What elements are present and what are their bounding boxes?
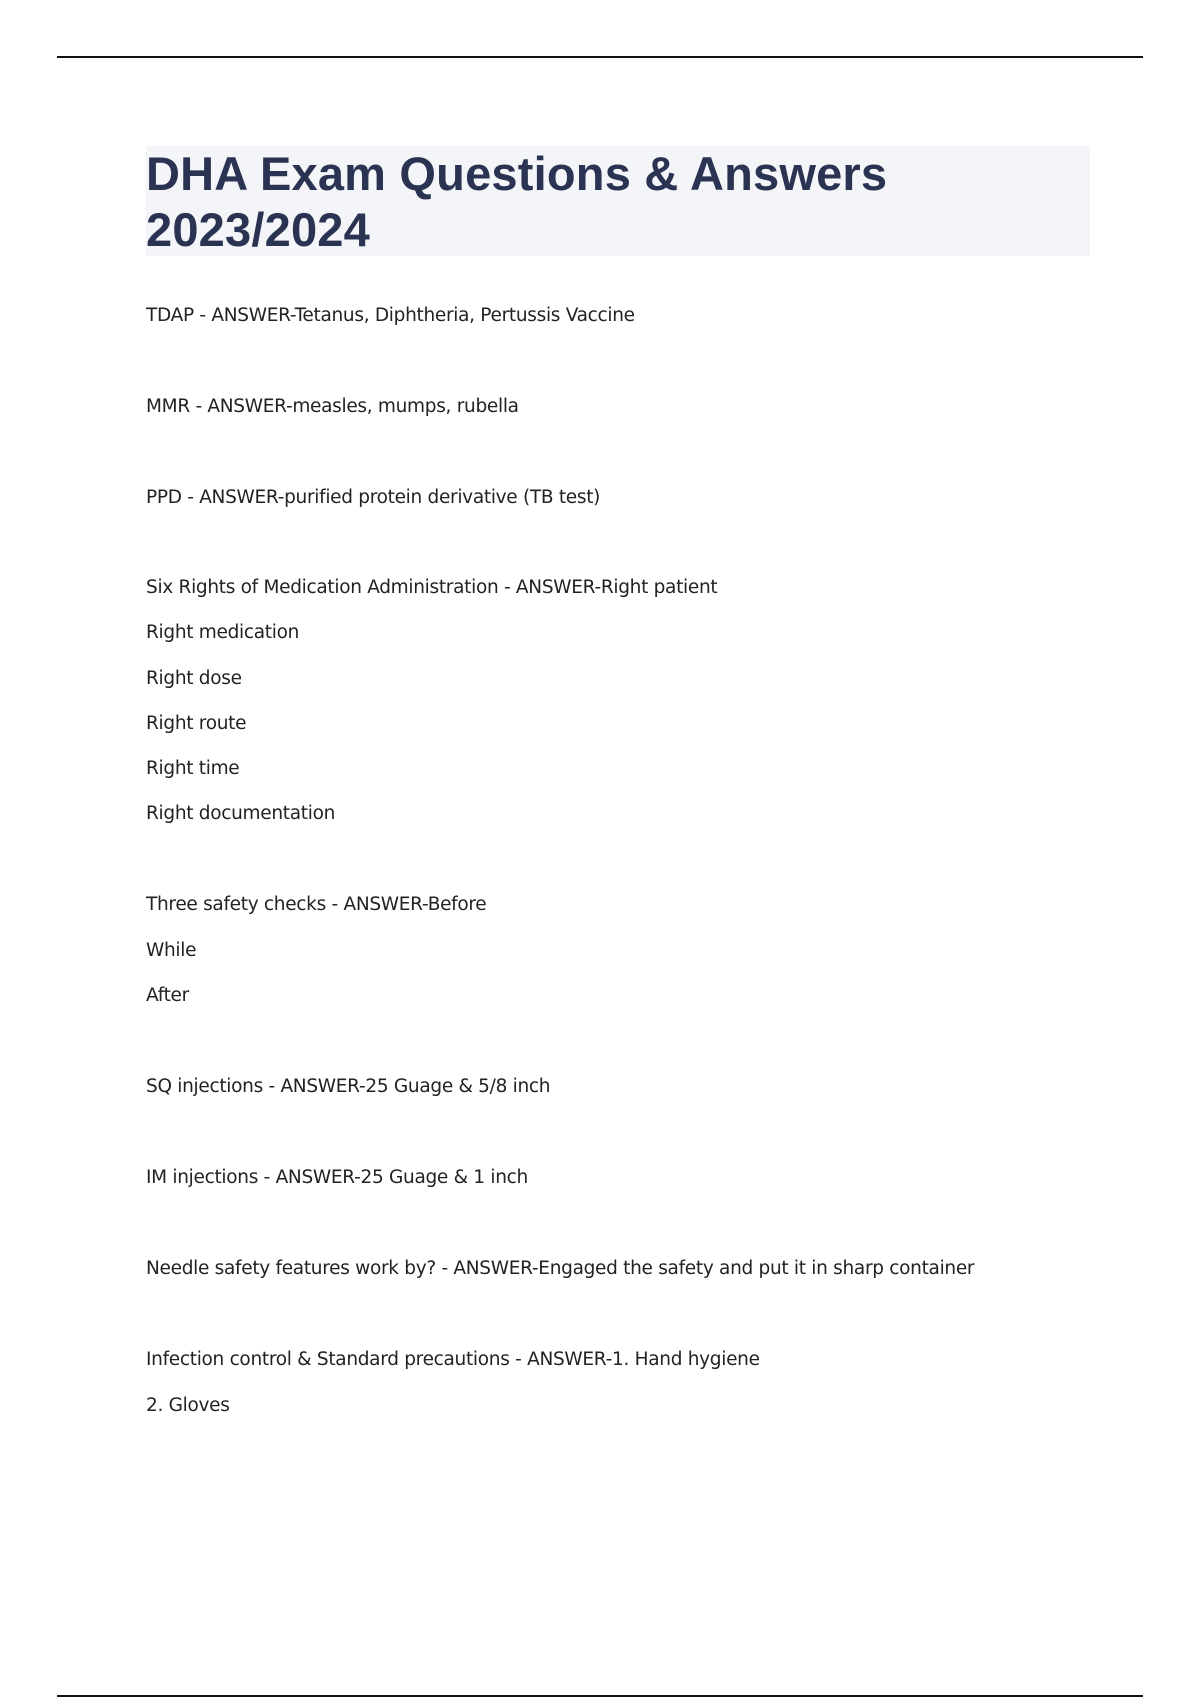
qa-entry-line: SQ injections - ANSWER-25 Guage & 5/8 inch xyxy=(146,1076,551,1097)
qa-entry-line: Needle safety features work by? - ANSWER-Engaged the safety and put it in sharp container xyxy=(146,1258,975,1279)
footer-rule xyxy=(57,1695,1143,1697)
qa-entry-line: TDAP - ANSWER-Tetanus, Diphtheria, Pertussis Vaccine xyxy=(146,305,635,326)
header-rule xyxy=(57,56,1143,58)
qa-entry-line: MMR - ANSWER-measles, mumps, rubella xyxy=(146,396,519,417)
document-title: DHA Exam Questions & Answers 2023/2024 xyxy=(146,147,888,256)
qa-entry-line: Right documentation xyxy=(146,803,336,824)
qa-entry-line: While xyxy=(146,940,197,961)
qa-entry-line: Three safety checks - ANSWER-Before xyxy=(146,894,487,915)
qa-entry-line: PPD - ANSWER-purified protein derivative (TB test) xyxy=(146,487,601,508)
qa-entry-line: Infection control & Standard precautions - ANSWER-1. Hand hygiene xyxy=(146,1349,760,1370)
qa-entry-line: 2. Gloves xyxy=(146,1395,230,1416)
qa-entry-line: Six Rights of Medication Administration - ANSWER-Right patient xyxy=(146,577,718,598)
qa-entry-line: Right time xyxy=(146,758,240,779)
qa-entry-line: Right route xyxy=(146,713,247,734)
qa-entry-line: After xyxy=(146,985,189,1006)
qa-entry-line: Right dose xyxy=(146,668,242,689)
title-banner xyxy=(146,146,1090,256)
qa-entry-line: IM injections - ANSWER-25 Guage & 1 inch xyxy=(146,1167,528,1188)
qa-entry-line: Right medication xyxy=(146,622,300,643)
